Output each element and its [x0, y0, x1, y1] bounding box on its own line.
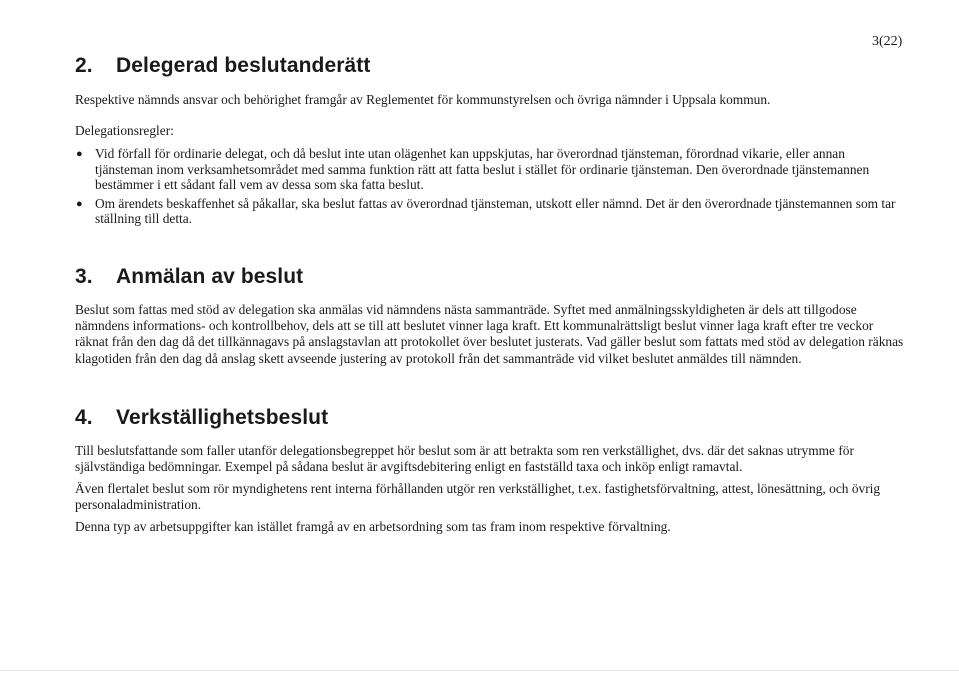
page-number: 3(22) — [872, 34, 903, 49]
section-2-title: Delegerad beslutanderätt — [116, 54, 371, 77]
page-bottom-rule — [0, 670, 959, 671]
section-3-number: 3. — [75, 265, 93, 288]
list-item — [75, 146, 905, 193]
list-item — [75, 196, 905, 227]
section-2-heading — [75, 54, 370, 78]
section-3-title: Anmälan av beslut — [116, 265, 304, 288]
section-4-number: 4. — [75, 406, 93, 429]
delegation-rules-label: Delegationsregler: — [75, 123, 174, 138]
section-4-heading — [75, 406, 328, 430]
list-item-text: Om ärendets beskaffenhet så påkallar, ska beslut fattas av överordnad tjänsteman, utskott eller nämnd. Det är den överordnade tjänstemannen som tar ställning till detta. — [95, 195, 896, 227]
section-3-paragraph: Beslut som fattas med stöd av delegation ska anmälas vid nämndens nästa sammanträde. Syftet med anmälningsskyldigheten är dels att tillgodose nämndens informations- och kontrollbehov, dels att se till att beslutet vinner laga kraft. Ett kommunalrättsligt beslut vinner laga kraft efter tre veckor räknat från den dag då det tillkännagavs på anslagstavlan att protokollet över beslutet justerats. Vad gäller beslut som fattats med stöd av delegation räknas klagotiden från den dag då anslag skett avseende justering av protokoll från det sammanträde vid vilket beslutet anmäldes till nämnden. — [75, 302, 904, 366]
section-4-paragraph-1: Till beslutsfattande som faller utanför delegationsbegreppet hör beslut som är att betrakta som ren verkställighet, dvs. där det saknas utrymme för självständiga bedömningar. Exempel på sådana beslut är avgiftsdebitering enligt en fastställd taxa och inköp enligt ramavtal. — [75, 443, 854, 475]
section-4-title: Verkställighetsbeslut — [116, 406, 329, 429]
section-4-paragraph-3: Denna typ av arbetsuppgifter kan istället framgå av en arbetsordning som tas fram inom respektive förvaltning. — [75, 519, 671, 534]
bullet-icon: ● — [76, 197, 83, 210]
section-2-number: 2. — [75, 54, 93, 77]
list-item-text: Vid förfall för ordinarie delegat, och då beslut inte utan olägenhet kan uppskjutas, har överordnad tjänsteman, förordnad vikarie, eller annan tjänsteman inom verksamhetsområdet med samma funktion rätt att fatta beslut i stället för ordinarie tjänsteman. Den överordnade tjänstemannen bestämmer i ett sådant fall vem av dessa som ska fatta beslut. — [95, 146, 870, 193]
delegation-rules-list — [75, 146, 905, 230]
section-3-heading — [75, 265, 303, 289]
bullet-icon: ● — [76, 148, 83, 160]
section-4-paragraph-2: Även flertalet beslut som rör myndighetens rent interna förhållanden utgör ren verkställighet, t.ex. fastighetsförvaltning, attest, lönesättning, och övrig personaladministration. — [75, 481, 881, 513]
section-2-intro: Respektive nämnds ansvar och behörighet framgår av Reglementet för kommunstyrelsen och övriga nämnder i Uppsala kommun. — [75, 92, 771, 107]
